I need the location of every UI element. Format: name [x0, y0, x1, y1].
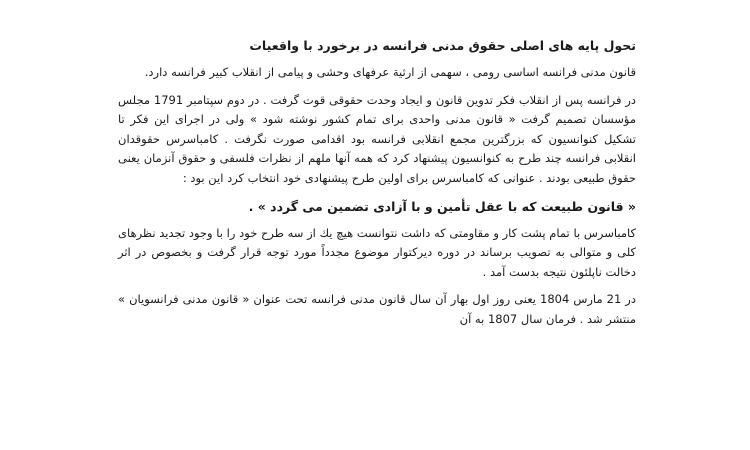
quote-heading: « قانون طبیعت که با عقل تأمین و با آزادی تضمین می گردد » . [248, 198, 636, 214]
document-page [118, 36, 636, 338]
paragraph-cambaceres: کامباسرس با تمام پشت کار و مقاومتی که داشت نتوانست هیچ یك از سه طرح خود را با وجود تجدید نظرهای کلی و متوالی به تصویب برساند در دوره دیرکتوار موضوع مجدداً مورد توجه قرار گرفت و بخصوص در اثر دخالت ناپلئون نتیجه بدست آمد . [118, 225, 636, 279]
paragraph-1804: در 21 مارس 1804 یعنی روز اول بهار آن سال قانون مدنی فرانسه تحت عنوان « قانون مدنی فرانسویان » منتشر شد . فرمان سال 1807 به آن [118, 292, 636, 326]
paragraph-history: در فرانسه پس از انقلاب فکر تدوین قانون و ایجاد وحدت حقوقی قوت گرفت . در دوم سپتامبر 1791 مجلس مؤسسان تصمیم گرفت « قانون مدنی واحدی برای تمام کشور نوشته شود » ولی در اجرای این فکر تا تشکیل کنوانسیون که بزرگترین مجمع انقلابی فرانسه بود اقدامی صورت نگرفت . کامباسرس حقوقدان انقلابی فرانسه چند طرح به کنوانسیون پیشنهاد کرد که همه آنها ملهم از نظرات فلسفی و حقوق آنزمان یعنی حقوق طبیعی بودند . عنوانی که کامباسرس برای اولین طرح پیشنهادی خود انتخاب کرد این بود : [118, 92, 636, 185]
document-title: تحول پایه های اصلی حقوق مدنی فرانسه در برخورد با واقعیات [249, 38, 636, 53]
paragraph-intro: قانون مدنی فرانسه اساسی رومی ، سهمی از ارثیة عرفهای وحشی و پیامی از انقلاب کبیر فرانسه دارد. [144, 65, 636, 79]
